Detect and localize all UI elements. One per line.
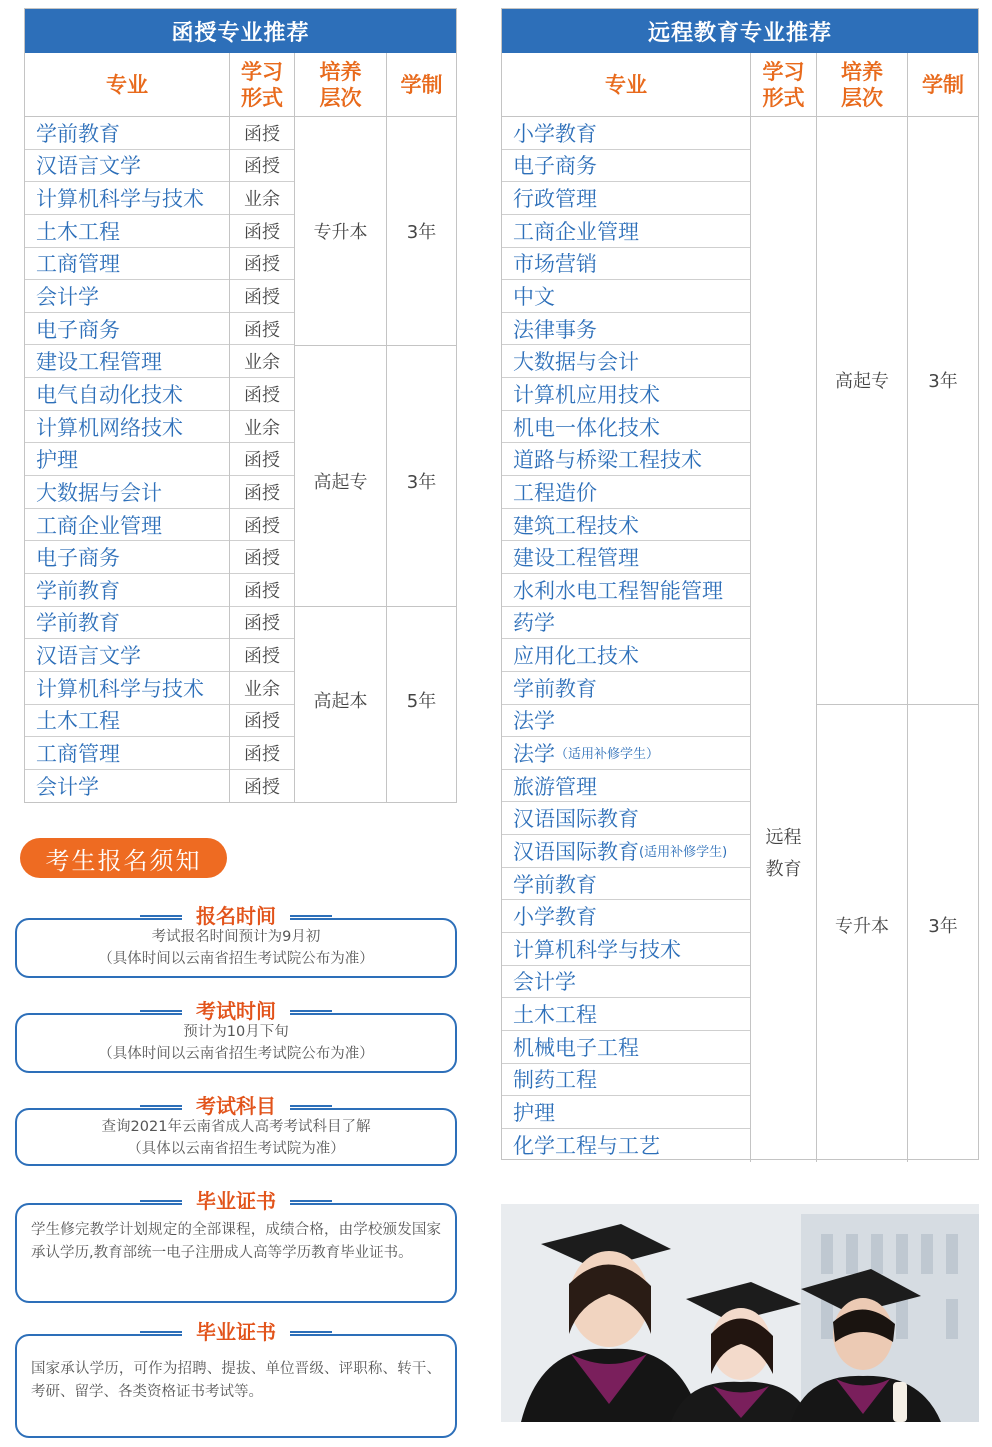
applicant-notice-badge: 考生报名须知 [20,838,227,878]
major-cell: 汉语言文学 [25,150,229,183]
learning-form-cell: 函授 [230,280,294,313]
major-cell [502,1031,750,1064]
notice-line: （具体以云南省招生考试院为准） [127,1141,345,1157]
learning-form-cell: 函授 [230,117,294,150]
major-cell [502,639,750,672]
major-name: 学前教育 [513,872,597,897]
major-name: 机械电子工程 [513,1035,639,1060]
learning-form-cell: 函授 [230,509,294,542]
years-value: 3年 [928,916,958,938]
major-name: 应用化工技术 [513,644,639,669]
notice-title: 毕业证书 [182,1316,290,1345]
learning-form-remote: 远程 教育 [765,827,802,881]
level-value: 专升本 [313,221,368,243]
major-note: (适用补修学生) [639,845,728,861]
major-name: 建筑工程技术 [513,513,639,538]
learning-form-cell: 函授 [230,737,294,770]
major-name: 计算机科学与技术 [513,937,681,962]
major-cell [502,933,750,966]
major-name: 化学工程与工艺 [513,1134,660,1159]
major-name: 市场营销 [513,252,597,277]
notice-title: 报名时间 [182,900,290,929]
graduates-illustration [501,1204,979,1422]
notice-line: （具体时间以云南省招生考试院公布为准） [98,951,374,967]
notice-paragraph: 国家承认学历，可作为招聘、提拔、单位晋级、评职称、转干、考研、留学、各类资格证书考试等。 [31,1361,441,1400]
major-name: 制药工程 [513,1068,597,1093]
level-cell [295,346,386,607]
major-cell: 土木工程 [25,705,229,738]
level-value: 高起专 [835,371,889,393]
major-name: 护理 [513,1101,555,1126]
major-name: 旅游管理 [513,774,597,799]
major-cell [502,835,750,868]
major-cell: 学前教育 [25,117,229,150]
years-cell [387,117,456,346]
major-cell: 电子商务 [25,313,229,346]
major-cell [502,672,750,705]
correspondence-table [24,8,457,803]
learning-form-cell: 业余 [230,182,294,215]
major-cell [502,215,750,248]
notice-exam-time [15,999,457,1073]
notice-title: 考试科目 [182,1090,290,1119]
header-major: 专业 [25,53,230,116]
major-cell [502,1096,750,1129]
years-cell [908,117,978,705]
major-name: 会计学 [513,970,576,995]
major-name: 土木工程 [513,1003,597,1028]
distance-table-header [502,53,978,117]
major-cell [502,248,750,281]
major-cell [502,1064,750,1097]
major-cell [502,998,750,1031]
major-name: 汉语国际教育 [513,839,639,864]
major-cell [502,966,750,999]
notice-line: （具体时间以云南省招生考试院公布为准） [98,1046,374,1062]
major-name: 大数据与会计 [513,350,639,375]
major-cell: 工商管理 [25,737,229,770]
major-name: 行政管理 [513,187,597,212]
major-cell: 计算机科学与技术 [25,672,229,705]
distance-education-table [501,8,979,1160]
learning-form-cell: 函授 [230,378,294,411]
learning-form-cell: 函授 [230,150,294,183]
correspondence-table-header [25,53,456,117]
major-cell [502,476,750,509]
notice-registration-time [15,904,457,978]
correspondence-table-body [25,117,456,803]
major-cell [502,182,750,215]
major-cell: 工商管理 [25,248,229,281]
header-years: 学制 [400,72,443,97]
major-cell [502,150,750,183]
major-name: 计算机应用技术 [513,382,660,407]
major-cell [502,802,750,835]
header-major: 专业 [502,53,751,116]
major-name: 学前教育 [513,676,597,701]
header-form: 学习 形式 [751,53,817,116]
notice-diploma-usage [15,1320,457,1438]
major-cell [502,378,750,411]
years-value: 3年 [406,471,437,493]
major-name: 电子商务 [513,154,597,179]
major-name: 药学 [513,611,555,636]
years-value: 3年 [928,371,958,393]
learning-form-cell: 函授 [230,574,294,607]
major-cell [502,313,750,346]
major-cell: 会计学 [25,280,229,313]
header-years: 学制 [922,72,964,97]
major-name: 法学 [513,709,555,734]
major-cell: 大数据与会计 [25,476,229,509]
years-value: 3年 [406,221,437,243]
major-note: （适用补修学生） [555,747,660,763]
major-cell: 电子商务 [25,541,229,574]
major-cell: 工商企业管理 [25,509,229,542]
learning-form-cell: 函授 [230,639,294,672]
major-name: 道路与桥梁工程技术 [513,448,702,473]
notice-line: 预计为10月下旬 [183,1024,289,1040]
level-cell [817,705,907,1162]
major-cell: 会计学 [36,775,99,800]
years-value: 5年 [406,690,437,712]
learning-form-cell: 业余 [230,411,294,444]
learning-form-cell: 函授 [230,443,294,476]
years-cell [387,346,456,607]
major-cell [502,411,750,444]
learning-form-cell: 函授 [230,248,294,281]
level-value: 高起专 [313,471,368,493]
major-name: 水利水电工程智能管理 [513,578,723,603]
learning-form-cell: 函授 [230,313,294,346]
level-cell [295,117,386,346]
learning-form-cell: 业余 [230,345,294,378]
notice-exam-subjects [15,1094,457,1166]
learning-form-cell: 函授 [230,476,294,509]
years-cell [908,705,978,1162]
major-cell [502,345,750,378]
major-cell [502,868,750,901]
learning-form-cell: 函授 [230,541,294,574]
major-name: 工程造价 [513,480,597,505]
major-cell: 土木工程 [25,215,229,248]
notice-paragraph: 学生修完教学计划规定的全部课程，成绩合格，由学校颁发国家承认学历,教育部统一电子注册成人高等学历教育毕业证书。 [31,1222,441,1261]
level-cell [295,607,386,803]
major-cell: 电气自动化技术 [25,378,229,411]
major-name: 小学教育 [513,905,597,930]
notice-title: 考试时间 [182,995,290,1024]
header-level: 培养 层次 [295,53,387,116]
major-cell: 汉语言文学 [25,639,229,672]
major-cell: 计算机科学与技术 [25,182,229,215]
notice-line: 查询2021年云南省成人高考考试科目了解 [101,1119,371,1135]
major-name: 汉语国际教育 [513,807,639,832]
major-cell [502,900,750,933]
major-name: 机电一体化技术 [513,415,660,440]
header-form: 学习 形式 [230,53,295,116]
major-cell: 建设工程管理 [25,345,229,378]
notice-title: 毕业证书 [182,1185,290,1214]
major-cell [502,280,750,313]
correspondence-table-title: 函授专业推荐 [25,9,456,53]
level-cell [817,117,907,705]
major-cell [502,770,750,803]
major-name: 小学教育 [513,121,597,146]
major-cell [502,443,750,476]
major-cell [502,574,750,607]
major-cell: 学前教育 [25,574,229,607]
major-cell [502,1129,750,1162]
major-cell [502,607,750,640]
level-value: 高起本 [313,690,368,712]
major-name: 工商企业管理 [513,219,639,244]
learning-form-cell: 函授 [230,705,294,738]
level-value: 专升本 [835,916,889,938]
years-cell [387,607,456,803]
learning-form-cell: 业余 [230,672,294,705]
major-name: 法律事务 [513,317,597,342]
major-cell: 护理 [25,443,229,476]
major-name: 中文 [513,285,555,310]
major-cell [502,509,750,542]
major-cell: 学前教育 [25,607,229,640]
learning-form-cell: 函授 [244,777,280,799]
notice-diploma [15,1189,457,1303]
major-cell [502,705,750,738]
graduates-photo [501,1204,979,1422]
major-cell [502,737,750,770]
distance-table-title: 远程教育专业推荐 [502,9,978,53]
major-name: 法学 [513,741,555,766]
learning-form-cell: 函授 [230,607,294,640]
learning-form-cell: 函授 [230,215,294,248]
notice-line: 考试报名时间预计为9月初 [151,929,321,945]
header-level: 培养 层次 [817,53,908,116]
distance-table-body [502,117,978,1162]
major-name: 建设工程管理 [513,546,639,571]
major-cell [502,117,750,150]
major-cell: 计算机网络技术 [25,411,229,444]
major-cell [502,541,750,574]
